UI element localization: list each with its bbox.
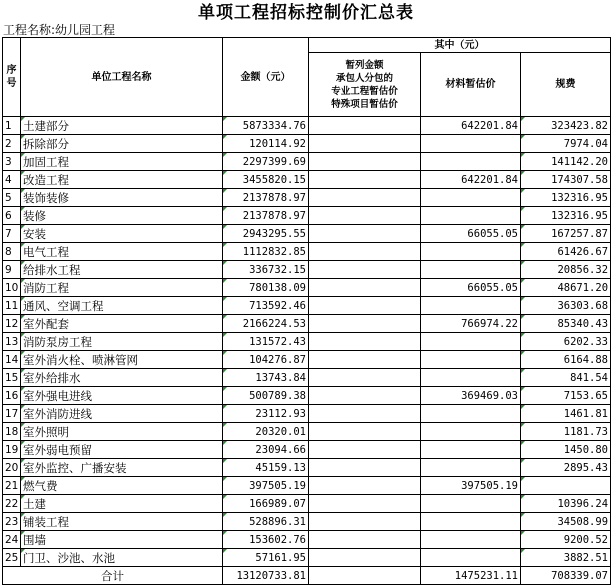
table-row [3, 387, 611, 405]
row-provisional [309, 423, 421, 441]
row-material-estimate [421, 261, 521, 279]
row-unit-name: 铺装工程 [21, 513, 223, 531]
row-provisional [309, 387, 421, 405]
row-material-estimate [421, 513, 521, 531]
row-fees: 1450.80 [521, 441, 611, 459]
row-index: 19 [3, 441, 21, 459]
table-row [3, 531, 611, 549]
row-unit-name: 室外照明 [21, 423, 223, 441]
row-material-estimate [421, 153, 521, 171]
row-provisional [309, 531, 421, 549]
row-provisional [309, 261, 421, 279]
row-unit-name: 消防泵房工程 [21, 333, 223, 351]
row-unit-name: 室外弱电预留 [21, 441, 223, 459]
row-index: 10 [3, 279, 21, 297]
row-material-estimate [421, 495, 521, 513]
row-provisional [309, 549, 421, 567]
table-row [3, 423, 611, 441]
row-amount: 153602.76 [223, 531, 309, 549]
table-row [3, 315, 611, 333]
row-index: 18 [3, 423, 21, 441]
row-unit-name: 电气工程 [21, 243, 223, 261]
row-fees: 1461.81 [521, 405, 611, 423]
row-amount: 780138.09 [223, 279, 309, 297]
header-provisional: 暂列金额 承包人分包的 专业工程暂估价 特殊项目暂估价 [309, 53, 421, 117]
row-fees: 6202.33 [521, 333, 611, 351]
row-amount: 23112.93 [223, 405, 309, 423]
table-row [3, 495, 611, 513]
total-material-estimate: 1475231.11 [421, 567, 521, 585]
table-row [3, 243, 611, 261]
table-row [3, 171, 611, 189]
row-provisional [309, 135, 421, 153]
summary-table [2, 37, 611, 585]
row-material-estimate [421, 351, 521, 369]
row-unit-name: 门卫、沙池、水池 [21, 549, 223, 567]
total-label: 合计 [3, 567, 223, 585]
row-fees: 85340.43 [521, 315, 611, 333]
row-index: 7 [3, 225, 21, 243]
row-unit-name: 室外消防进线 [21, 405, 223, 423]
report-title: 单项工程招标控制价汇总表 [198, 3, 414, 23]
row-amount: 20320.01 [223, 423, 309, 441]
table-row [3, 297, 611, 315]
row-material-estimate: 642201.84 [421, 171, 521, 189]
row-amount: 120114.92 [223, 135, 309, 153]
row-material-estimate: 369469.03 [421, 387, 521, 405]
row-amount: 500789.38 [223, 387, 309, 405]
row-index: 23 [3, 513, 21, 531]
row-amount: 1112832.85 [223, 243, 309, 261]
table-row [3, 441, 611, 459]
table-row [3, 135, 611, 153]
table-row [3, 333, 611, 351]
row-provisional [309, 207, 421, 225]
row-amount: 336732.15 [223, 261, 309, 279]
row-material-estimate: 66055.05 [421, 279, 521, 297]
row-index: 1 [3, 117, 21, 135]
row-provisional [309, 315, 421, 333]
table-row [3, 189, 611, 207]
row-amount: 2166224.53 [223, 315, 309, 333]
row-unit-name: 改造工程 [21, 171, 223, 189]
total-fees: 708339.07 [521, 567, 611, 585]
row-provisional [309, 333, 421, 351]
row-fees: 3882.51 [521, 549, 611, 567]
row-fees: 323423.82 [521, 117, 611, 135]
row-fees: 7153.65 [521, 387, 611, 405]
summary-table-body [3, 38, 611, 585]
row-index: 15 [3, 369, 21, 387]
row-amount: 528896.31 [223, 513, 309, 531]
header-fees: 规费 [521, 53, 611, 117]
row-provisional [309, 279, 421, 297]
row-provisional [309, 171, 421, 189]
row-unit-name: 室外给排水 [21, 369, 223, 387]
row-index: 4 [3, 171, 21, 189]
row-amount: 166989.07 [223, 495, 309, 513]
row-fees [521, 477, 611, 495]
row-provisional [309, 189, 421, 207]
row-fees: 9200.52 [521, 531, 611, 549]
row-material-estimate [421, 441, 521, 459]
row-index: 5 [3, 189, 21, 207]
table-row [3, 513, 611, 531]
row-unit-name: 加固工程 [21, 153, 223, 171]
table-row [3, 351, 611, 369]
row-material-estimate [421, 369, 521, 387]
row-fees: 167257.87 [521, 225, 611, 243]
row-amount: 2137878.97 [223, 207, 309, 225]
row-unit-name: 消防工程 [21, 279, 223, 297]
row-unit-name: 通风、空调工程 [21, 297, 223, 315]
table-row [3, 225, 611, 243]
project-name-label: 工程名称:幼儿园工程 [3, 23, 116, 37]
header-amount: 金额（元） [223, 38, 309, 117]
row-fees: 20856.32 [521, 261, 611, 279]
row-index: 21 [3, 477, 21, 495]
row-fees: 48671.20 [521, 279, 611, 297]
row-unit-name: 拆除部分 [21, 135, 223, 153]
row-amount: 713592.46 [223, 297, 309, 315]
header-row-top [3, 38, 611, 53]
row-provisional [309, 297, 421, 315]
row-index: 25 [3, 549, 21, 567]
total-provisional [309, 567, 421, 585]
row-unit-name: 室外强电进线 [21, 387, 223, 405]
row-unit-name: 装饰装修 [21, 189, 223, 207]
row-provisional [309, 513, 421, 531]
row-provisional [309, 153, 421, 171]
row-unit-name: 燃气费 [21, 477, 223, 495]
row-amount: 397505.19 [223, 477, 309, 495]
row-provisional [309, 243, 421, 261]
row-amount: 5873334.76 [223, 117, 309, 135]
row-index: 11 [3, 297, 21, 315]
row-unit-name: 土建 [21, 495, 223, 513]
row-fees: 36303.68 [521, 297, 611, 315]
row-fees: 132316.95 [521, 189, 611, 207]
row-provisional [309, 405, 421, 423]
row-fees: 10396.24 [521, 495, 611, 513]
row-material-estimate [421, 297, 521, 315]
row-provisional [309, 225, 421, 243]
table-row [3, 261, 611, 279]
row-index: 22 [3, 495, 21, 513]
row-amount: 131572.43 [223, 333, 309, 351]
row-fees: 174307.58 [521, 171, 611, 189]
header-index: 序号 [3, 38, 21, 117]
row-provisional [309, 495, 421, 513]
table-row [3, 459, 611, 477]
row-material-estimate [421, 549, 521, 567]
row-fees: 61426.67 [521, 243, 611, 261]
header-material-estimate: 材料暂估价 [421, 53, 521, 117]
row-index: 16 [3, 387, 21, 405]
row-index: 13 [3, 333, 21, 351]
row-fees: 7974.04 [521, 135, 611, 153]
header-of-which: 其中（元） [309, 38, 611, 53]
table-row [3, 369, 611, 387]
row-provisional [309, 369, 421, 387]
row-index: 8 [3, 243, 21, 261]
row-index: 14 [3, 351, 21, 369]
table-row [3, 405, 611, 423]
row-index: 6 [3, 207, 21, 225]
row-material-estimate [421, 243, 521, 261]
row-unit-name: 土建部分 [21, 117, 223, 135]
row-amount: 3455820.15 [223, 171, 309, 189]
table-row [3, 549, 611, 567]
table-row [3, 279, 611, 297]
table-row [3, 153, 611, 171]
row-material-estimate [421, 531, 521, 549]
row-amount: 2943295.55 [223, 225, 309, 243]
table-row [3, 117, 611, 135]
row-amount: 104276.87 [223, 351, 309, 369]
row-fees: 841.54 [521, 369, 611, 387]
row-index: 3 [3, 153, 21, 171]
row-unit-name: 装修 [21, 207, 223, 225]
row-amount: 57161.95 [223, 549, 309, 567]
row-amount: 45159.13 [223, 459, 309, 477]
row-unit-name: 室外监控、广播安装 [21, 459, 223, 477]
row-fees: 1181.73 [521, 423, 611, 441]
row-fees: 2895.43 [521, 459, 611, 477]
row-material-estimate: 66055.05 [421, 225, 521, 243]
row-index: 12 [3, 315, 21, 333]
row-amount: 13743.84 [223, 369, 309, 387]
row-provisional [309, 477, 421, 495]
row-provisional [309, 351, 421, 369]
row-material-estimate [421, 423, 521, 441]
row-material-estimate [421, 459, 521, 477]
row-material-estimate: 766974.22 [421, 315, 521, 333]
row-material-estimate [421, 189, 521, 207]
row-provisional [309, 459, 421, 477]
row-index: 17 [3, 405, 21, 423]
row-amount: 2137878.97 [223, 189, 309, 207]
row-index: 20 [3, 459, 21, 477]
row-unit-name: 围墙 [21, 531, 223, 549]
row-material-estimate: 397505.19 [421, 477, 521, 495]
total-row [3, 567, 611, 585]
row-fees: 141142.20 [521, 153, 611, 171]
row-provisional [309, 441, 421, 459]
row-material-estimate [421, 405, 521, 423]
table-row [3, 477, 611, 495]
row-fees: 132316.95 [521, 207, 611, 225]
total-amount: 13120733.81 [223, 567, 309, 585]
table-row [3, 207, 611, 225]
row-unit-name: 室外消火栓、喷淋管网 [21, 351, 223, 369]
row-amount: 2297399.69 [223, 153, 309, 171]
row-index: 9 [3, 261, 21, 279]
row-unit-name: 给排水工程 [21, 261, 223, 279]
row-index: 24 [3, 531, 21, 549]
row-amount: 23094.66 [223, 441, 309, 459]
row-provisional [309, 117, 421, 135]
row-material-estimate: 642201.84 [421, 117, 521, 135]
header-unit-name: 单位工程名称 [21, 38, 223, 117]
row-fees: 34508.99 [521, 513, 611, 531]
row-material-estimate [421, 333, 521, 351]
row-material-estimate [421, 207, 521, 225]
row-fees: 6164.88 [521, 351, 611, 369]
row-index: 2 [3, 135, 21, 153]
row-material-estimate [421, 135, 521, 153]
row-unit-name: 室外配套 [21, 315, 223, 333]
row-unit-name: 安装 [21, 225, 223, 243]
